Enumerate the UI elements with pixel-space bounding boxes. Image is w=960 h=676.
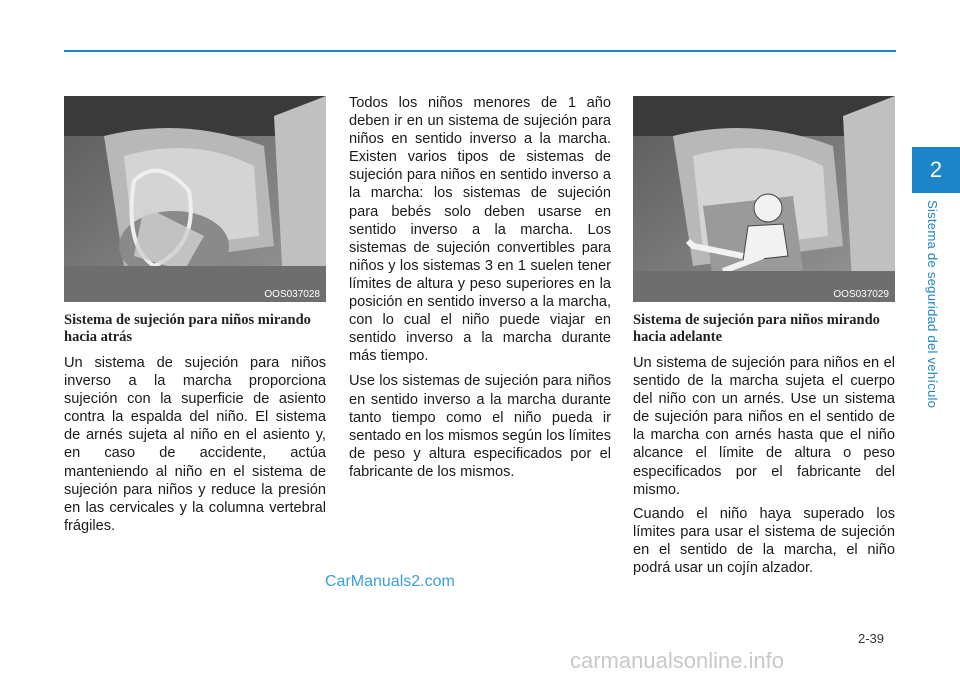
chapter-tab[interactable]: [912, 147, 960, 193]
header-rule: [64, 50, 896, 52]
section-heading: Sistema de sujeción para niños mirando hacia adelante: [633, 312, 880, 345]
rear-facing-seat-photo: [64, 96, 326, 302]
page-number: 2-39: [858, 631, 885, 646]
body-paragraph: Use los sistemas de sujeción para niños en sentido inverso a la marcha durante tanto tiempo como el niño pueda ir sentado en los mismos según los límites de peso y altura especificados por el fabricante de los mismos.: [349, 373, 611, 480]
chapter-number: 2: [929, 157, 943, 182]
forward-facing-seat-illustration: [633, 96, 895, 302]
body-paragraph: Un sistema de sujeción para niños inverso a la marcha proporciona sujeción con la superficie de asiento contra la espalda del niño. El sistema de arnés sujeta al niño en el asiento y, en caso de accidente, actúa manteniendo al niño en el sistema de sujeción para niños y reduce la presión en las cervicales y la columna vertebral frágiles.: [64, 355, 326, 534]
forward-facing-seat-photo: [633, 96, 895, 302]
left-column: [64, 96, 326, 541]
site-watermark[interactable]: CarManuals2.com: [325, 573, 455, 590]
body-paragraph: Todos los niños menores de 1 año deben ir en un sistema de sujeción para niños en sentido inverso a la marcha. Existen varios tipos de sistemas de sujeción para niños en sentido inverso a la marcha: los sistemas de sujeción para bebés solo deben usarse en sentido inverso a la marcha. Los sistemas de sujeción convertibles para niños y los sistemas 3 en 1 suelen tener límites de altura y peso superiores en la posición en sentido inverso a la marcha, con lo cual el niño puede viajar en sentido inverso a la marcha durante más tiempo.: [349, 95, 611, 365]
footer-watermark: carmanualsonline.info: [570, 648, 785, 673]
section-heading: Sistema de sujeción para niños mirando hacia atrás: [64, 312, 311, 345]
image-code: OOS037029: [833, 289, 889, 300]
chapter-title: Sistema de seguridad del vehículo: [925, 200, 940, 409]
image-code: OOS037028: [264, 289, 320, 300]
body-paragraph: Cuando el niño haya superado los límites para usar el sistema de sujeción en el sentido de la marcha, el niño podrá usar un cojín alzador.: [633, 505, 895, 577]
rear-facing-seat-illustration: [64, 96, 326, 302]
middle-column: [349, 94, 611, 488]
right-column: [633, 96, 895, 583]
body-paragraph: Un sistema de sujeción para niños en el sentido de la marcha sujeta el cuerpo del niño con un arnés. Use un sistema de sujeción para niños en el sentido de la marcha con arnés hasta que el niño alcance el límite de altura o peso especificados por el fabricante del mismo.: [633, 355, 895, 498]
